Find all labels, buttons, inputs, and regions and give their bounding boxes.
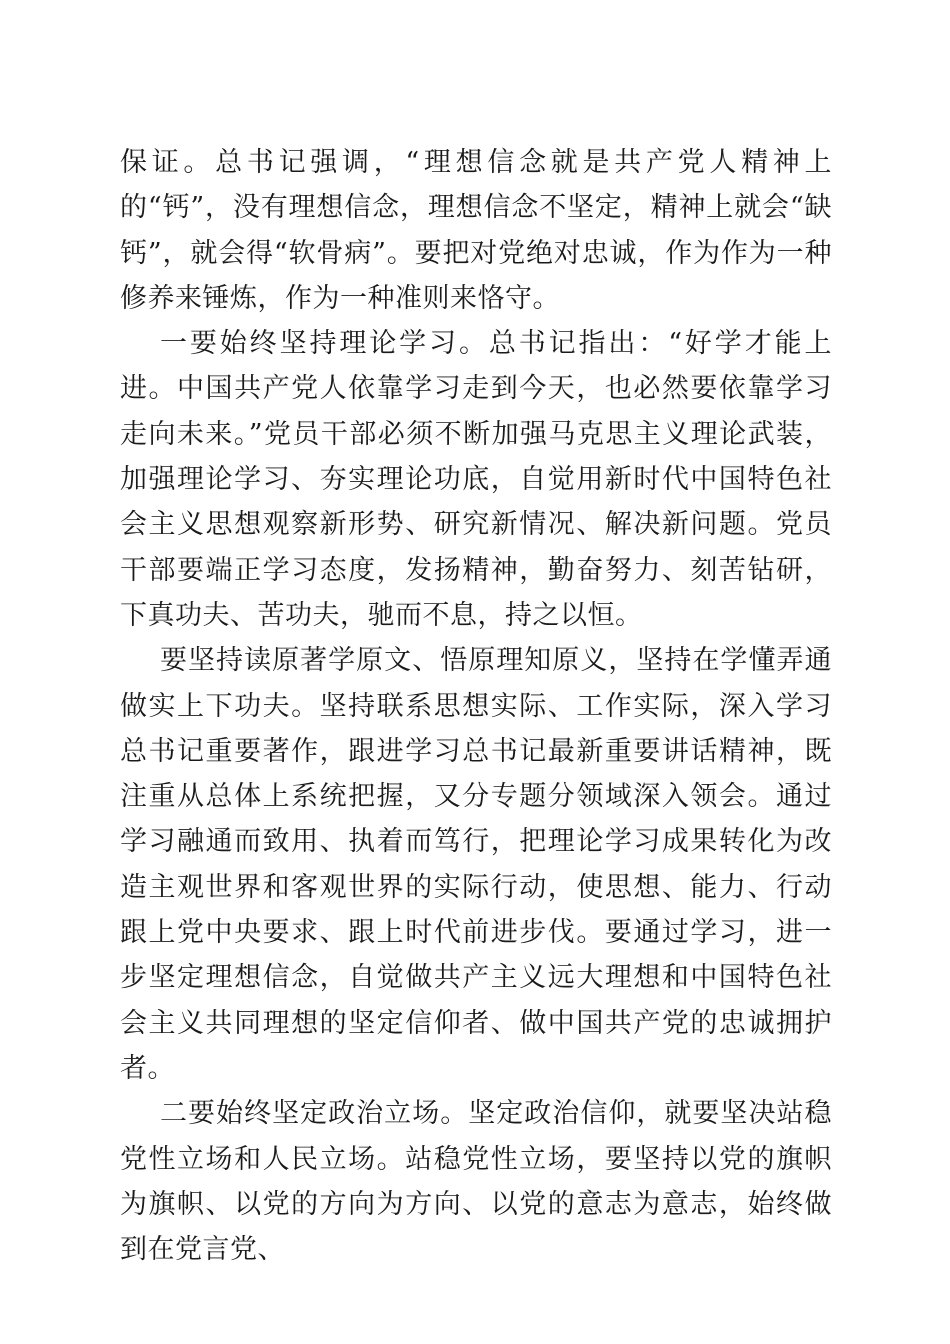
- paragraph-read-originals: 要坚持读原著学原文、悟原理知原义，坚持在学懂弄通做实上下功夫。坚持联系思想实际、工作实际，深入学习总书记重要著作，跟进学习总书记最新重要讲话精神，既注重从总体上系统把握，又分专题分领域深入领会。通过学习融通而致用、执着而笃行，把理论学习成果转化为改造主观世界和客观世界的实际行动，使思想、能力、行动跟上党中央要求、跟上时代前进步伐。要通过学习，进一步坚定理想信念，自觉做共产主义远大理想和中国特色社会主义共同理想的坚定信仰者、做中国共产党的忠诚拥护者。: [120, 645, 832, 1084]
- paragraph-political-stance: 二要始终坚定政治立场。坚定政治信仰，就要坚决站稳党性立场和人民立场。站稳党性立场，要坚持以党的旗帜为旗帜、以党的方向为方向、以党的意志为意志，始终做到在党言党、: [120, 1098, 832, 1266]
- paragraph-theory-study: 一要始终坚持理论学习。总书记指出：“好学才能上进。中国共产党人依靠学习走到今天，也必然要依靠学习走向未来。”党员干部必须不断加强马克思主义理论武装，加强理论学习、夯实理论功底，自觉用新时代中国特色社会主义思想观察新形势、研究新情况、解决新问题。党员干部要端正学习态度，发扬精神，勤奋努力、刻苦钻研，下真功夫、苦功夫，驰而不息，持之以恒。: [120, 328, 832, 631]
- document-body: [120, 140, 832, 1272]
- paragraph-continuation: 保证。总书记强调，“理想信念就是共产党人精神上的“钙”，没有理想信念，理想信念不坚定，精神上就会“缺钙”，就会得“软骨病”。要把对党绝对忠诚，作为作为一种修养来锤炼，作为一种准则来恪守。: [120, 147, 832, 314]
